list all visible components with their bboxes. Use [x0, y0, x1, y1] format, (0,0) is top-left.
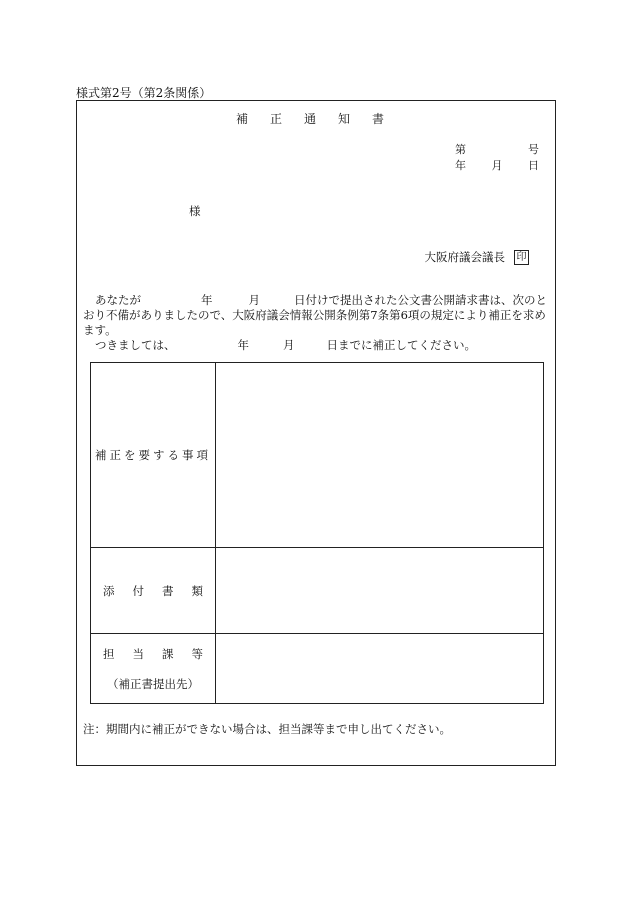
date-year: 年	[455, 159, 466, 172]
deadline-month: 月	[283, 338, 295, 352]
correction-items-label-text: 補正を要する事項	[95, 448, 211, 462]
department-char: 担	[103, 646, 115, 661]
notice-paragraph-1	[83, 293, 551, 338]
document-title: 補正通知書	[235, 112, 406, 126]
notice-body	[83, 293, 551, 353]
attachments-field[interactable]	[216, 548, 544, 634]
body-prefix: あなたが	[95, 293, 141, 307]
department-char: 当	[132, 646, 144, 661]
department-sublabel: （補正書提出先）	[107, 676, 199, 691]
body-rest: 日付けで提出された公文書公開請求書は、次のとおり不備がありましたので、大阪府議会情報公開条例第7条第6項の規定により補正を求めます。	[83, 293, 547, 337]
table-row	[91, 363, 544, 548]
form-number: 様式第2号（第2条関係）	[76, 86, 212, 100]
table-row	[91, 634, 544, 704]
body-month: 月	[248, 293, 260, 307]
document-date-row	[455, 157, 539, 173]
recipient-suffix: 様	[189, 204, 201, 218]
date-month: 月	[491, 159, 503, 172]
department-label	[91, 634, 216, 704]
body-year: 年	[201, 293, 213, 307]
sender-block	[425, 249, 530, 265]
deadline-year: 年	[237, 338, 249, 352]
correction-table	[90, 362, 544, 704]
notice-paragraph-2	[83, 338, 551, 353]
attachments-char: 書	[162, 583, 174, 598]
footnote: 注：期間内に補正ができない場合は、担当課等まで申し出てください。	[83, 722, 451, 736]
attachments-char: 付	[132, 583, 144, 598]
number-prefix: 第	[455, 143, 466, 156]
attachments-char: 類	[191, 583, 203, 598]
number-suffix: 号	[528, 143, 539, 156]
correction-items-field[interactable]	[216, 363, 544, 548]
department-field[interactable]	[216, 634, 544, 704]
department-char: 課	[162, 646, 174, 661]
correction-items-label	[91, 363, 216, 548]
deadline-rest: 日までに補正してください。	[326, 338, 476, 352]
document-number-row	[455, 141, 539, 157]
document-frame	[76, 100, 556, 766]
seal-mark: 印	[514, 250, 529, 265]
date-day: 日	[528, 159, 539, 172]
attachments-char: 添	[103, 583, 115, 598]
department-char: 等	[191, 646, 203, 661]
table-row	[91, 548, 544, 634]
sender-name: 大阪府議会議長	[424, 250, 505, 264]
attachments-label	[91, 548, 216, 634]
deadline-prefix: つきましては、	[95, 338, 176, 352]
